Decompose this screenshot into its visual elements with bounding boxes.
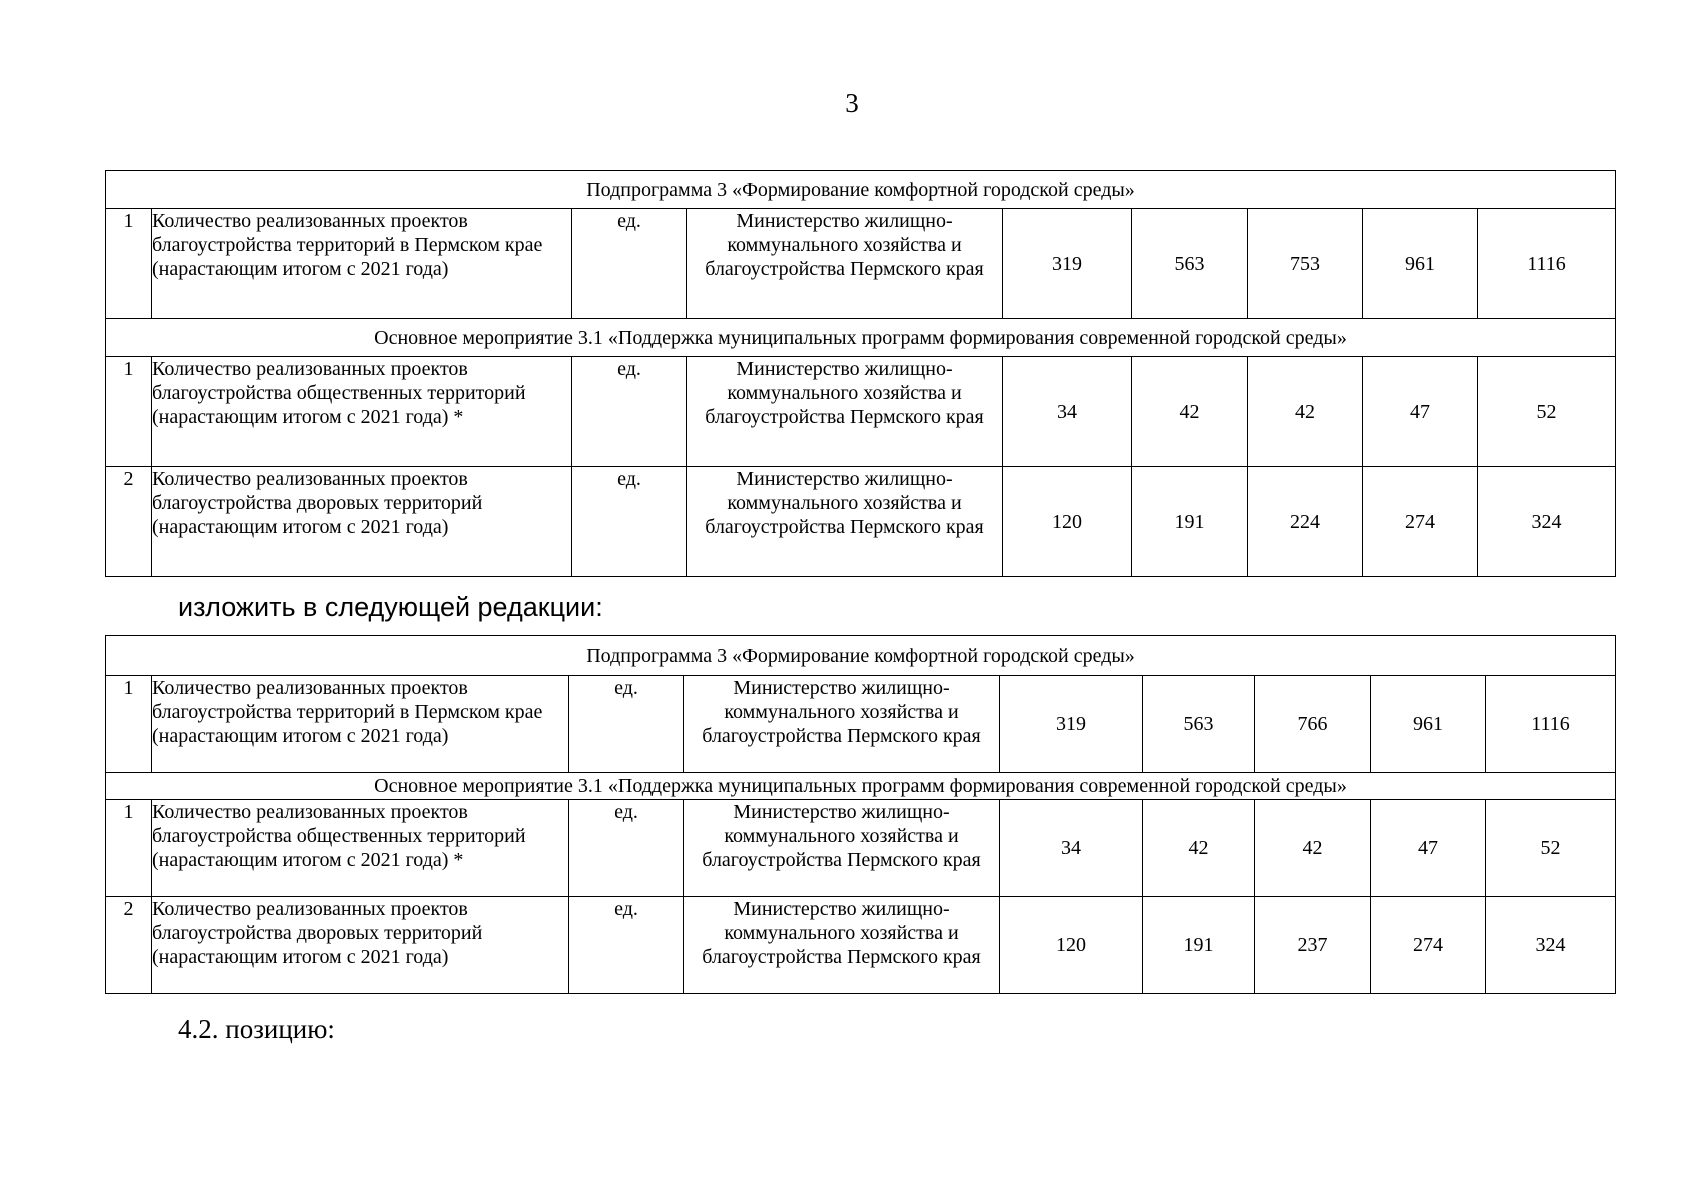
value-cell: 319 <box>1000 676 1143 773</box>
unit-cell: ед. <box>569 676 684 773</box>
value-cell: 274 <box>1363 467 1478 577</box>
old-indicator-table <box>105 170 1616 577</box>
indicator-name: Количество реализованных проектов благоустройства территорий в Пермском крае (нарастающим итогом с 2021 года) <box>152 209 572 319</box>
responsible-cell: Министерство жилищно-коммунального хозяйства и благоустройства Пермского края <box>684 800 1000 897</box>
responsible-cell: Министерство жилищно-коммунального хозяйства и благоустройства Пермского края <box>684 897 1000 994</box>
value-cell: 42 <box>1248 357 1363 467</box>
value-cell: 120 <box>1003 467 1132 577</box>
value-cell: 563 <box>1132 209 1248 319</box>
value-cell: 191 <box>1143 897 1255 994</box>
responsible-cell: Министерство жилищно-коммунального хозяйства и благоустройства Пермского края <box>687 467 1003 577</box>
value-cell: 324 <box>1486 897 1616 994</box>
value-cell: 324 <box>1478 467 1616 577</box>
value-cell: 52 <box>1478 357 1616 467</box>
activity-title: Основное мероприятие 3.1 «Поддержка муниципальных программ формирования современной городской среды» <box>106 319 1616 357</box>
row-number: 1 <box>106 800 152 897</box>
value-cell: 563 <box>1143 676 1255 773</box>
row-number: 2 <box>106 897 152 994</box>
subprogram-title: Подпрограмма 3 «Формирование комфортной городской среды» <box>106 171 1616 209</box>
indicator-name: Количество реализованных проектов благоустройства общественных территорий (нарастающим итогом с 2021 года) * <box>152 357 572 467</box>
new-indicator-table <box>105 635 1616 994</box>
value-cell: 42 <box>1143 800 1255 897</box>
row-number: 1 <box>106 357 152 467</box>
value-cell: 47 <box>1363 357 1478 467</box>
table-row <box>106 897 1616 994</box>
table-row <box>106 209 1616 319</box>
subprogram-title: Подпрограмма 3 «Формирование комфортной городской среды» <box>106 636 1616 676</box>
activity-title: Основное мероприятие 3.1 «Поддержка муниципальных программ формирования современной городской среды» <box>106 773 1616 800</box>
responsible-cell: Министерство жилищно-коммунального хозяйства и благоустройства Пермского края <box>687 209 1003 319</box>
transition-text: изложить в следующей редакции: <box>178 592 603 622</box>
table-row <box>106 357 1616 467</box>
table-row <box>106 467 1616 577</box>
closing-text: 4.2. позицию: <box>178 1014 335 1044</box>
row-number: 1 <box>106 209 152 319</box>
value-cell: 191 <box>1132 467 1248 577</box>
value-cell: 52 <box>1486 800 1616 897</box>
value-cell: 319 <box>1003 209 1132 319</box>
value-cell: 961 <box>1363 209 1478 319</box>
row-number: 2 <box>106 467 152 577</box>
value-cell: 47 <box>1371 800 1486 897</box>
indicator-name: Количество реализованных проектов благоустройства территорий в Пермском крае (нарастающим итогом с 2021 года) <box>152 676 569 773</box>
value-cell: 961 <box>1371 676 1486 773</box>
responsible-cell: Министерство жилищно-коммунального хозяйства и благоустройства Пермского края <box>687 357 1003 467</box>
unit-cell: ед. <box>572 467 687 577</box>
value-cell: 1116 <box>1486 676 1616 773</box>
row-number: 1 <box>106 676 152 773</box>
unit-cell: ед. <box>569 897 684 994</box>
unit-cell: ед. <box>572 209 687 319</box>
value-cell: 34 <box>1003 357 1132 467</box>
value-cell: 766 <box>1255 676 1371 773</box>
value-cell: 42 <box>1255 800 1371 897</box>
unit-cell: ед. <box>572 357 687 467</box>
indicator-name: Количество реализованных проектов благоустройства дворовых территорий (нарастающим итогом с 2021 года) <box>152 897 569 994</box>
value-cell: 224 <box>1248 467 1363 577</box>
table-row <box>106 676 1616 773</box>
table-row <box>106 800 1616 897</box>
indicator-name: Количество реализованных проектов благоустройства общественных территорий (нарастающим итогом с 2021 года) * <box>152 800 569 897</box>
value-cell: 42 <box>1132 357 1248 467</box>
indicator-name: Количество реализованных проектов благоустройства дворовых территорий (нарастающим итогом с 2021 года) <box>152 467 572 577</box>
value-cell: 274 <box>1371 897 1486 994</box>
unit-cell: ед. <box>569 800 684 897</box>
value-cell: 34 <box>1000 800 1143 897</box>
responsible-cell: Министерство жилищно-коммунального хозяйства и благоустройства Пермского края <box>684 676 1000 773</box>
value-cell: 753 <box>1248 209 1363 319</box>
page-number: 3 <box>845 88 859 118</box>
value-cell: 237 <box>1255 897 1371 994</box>
value-cell: 120 <box>1000 897 1143 994</box>
value-cell: 1116 <box>1478 209 1616 319</box>
